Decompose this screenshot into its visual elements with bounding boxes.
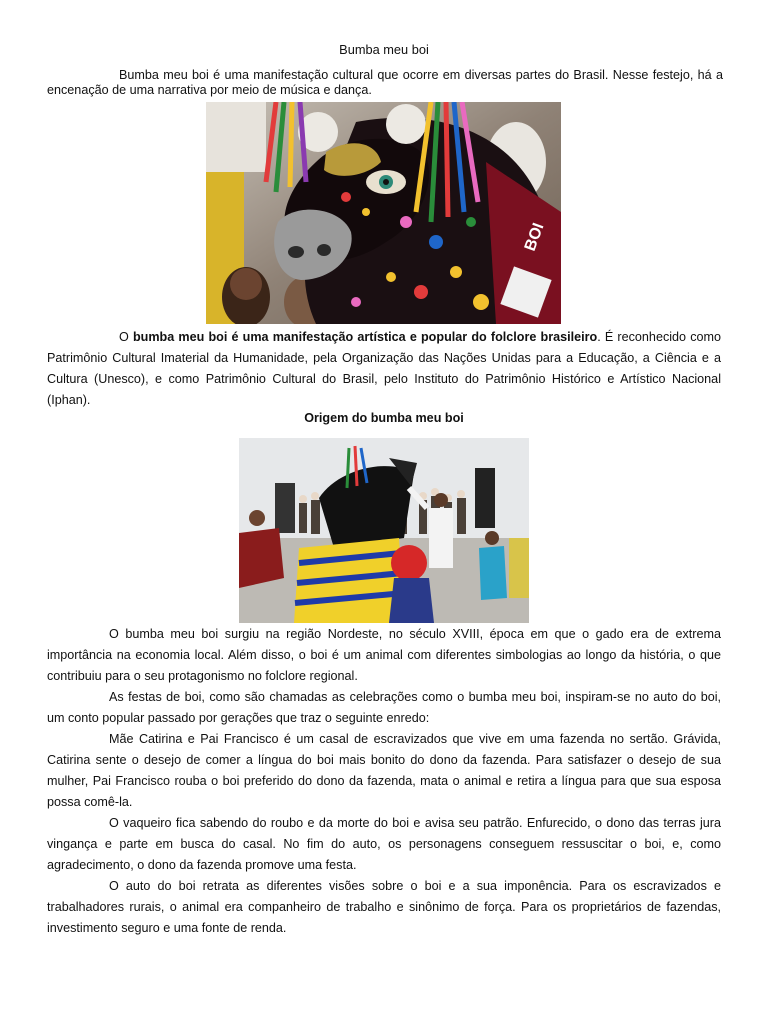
paragraph-origin-text: O bumba meu boi surgiu na região Nordeste, no século XVIII, época em que o gado era de extrema importância na economia local. Além disso, o boi é um animal com diferentes simbologias ao longo da história, o que contribuiu para o seu protagonismo no folclore regional. <box>47 627 721 683</box>
paragraph-vaqueiro-text: O vaqueiro fica sabendo do roubo e da morte do boi e avisa seu patrão. Enfurecido, o dono das terras jura vingança e parte em busca do casal. No fim do auto, os personagens conseguem ressuscitar o boi, e, como agradecimento, o dono da fazenda promove uma festa. <box>47 816 721 872</box>
paragraph-vaqueiro <box>47 813 721 876</box>
paragraph-origin <box>47 624 721 687</box>
boi-costume-photo <box>206 102 561 324</box>
paragraph-catirina <box>47 729 721 813</box>
document-title: Bumba meu boi <box>339 42 429 57</box>
intro-text: Bumba meu boi é uma manifestação cultural que ocorre em diversas partes do Brasil. Nesse festejo, há a encenação de uma narrativa por meio de música e dança. <box>47 68 723 97</box>
origin-section <box>47 624 721 939</box>
paragraph-festas-text: As festas de boi, como são chamadas as celebrações como o bumba meu boi, inspiram-se no auto do boi, um conto popular passado por gerações que traz o seguinte enredo: <box>47 690 721 725</box>
intro-paragraph <box>47 68 723 98</box>
section-heading: Origem do bumba meu boi <box>304 411 464 425</box>
paragraph-visoes-text: O auto do boi retrata as diferentes visões sobre o boi e a sua imponência. Para os escravizados e trabalhadores rurais, o animal era companheiro de trabalho e sinônimo de força. Para os proprietários de fazendas, investimento seguro e uma fonte de renda. <box>47 879 721 935</box>
dance-performance-illustration <box>239 438 529 623</box>
para-definition-lead: O <box>119 330 133 344</box>
paragraph-catirina-text: Mãe Catirina e Pai Francisco é um casal de escravizados que vive em uma fazenda no sertão. Grávida, Catirina sente o desejo de comer a língua do boi mais bonito do dono da fazenda. Para satisfazer o desejo de sua mulher, Pai Francisco rouba o boi preferido do dono da fazenda, mata o animal e retira a língua para que sua esposa possa comê-la. <box>47 732 721 809</box>
para-definition-rest: . É reconhecido como Patrimônio Cultural Imaterial da Humanidade, pela Organização das Nações Unidas para a Educação, a Ciência e a Cultura (Unesco), e como Patrimônio Cultural do Brasil, pelo Instituto do Patrimônio Histórico e Artístico Nacional (Iphan). <box>47 330 722 407</box>
para-definition <box>47 327 721 411</box>
boi-costume-illustration <box>206 102 561 324</box>
costume-lettering: BOI <box>521 220 548 254</box>
dance-performance-photo <box>239 438 529 623</box>
paragraph-festas <box>47 687 721 729</box>
para-definition-bold: bumba meu boi é uma manifestação artística e popular do folclore brasileiro <box>132 330 598 344</box>
paragraph-visoes <box>47 876 721 939</box>
